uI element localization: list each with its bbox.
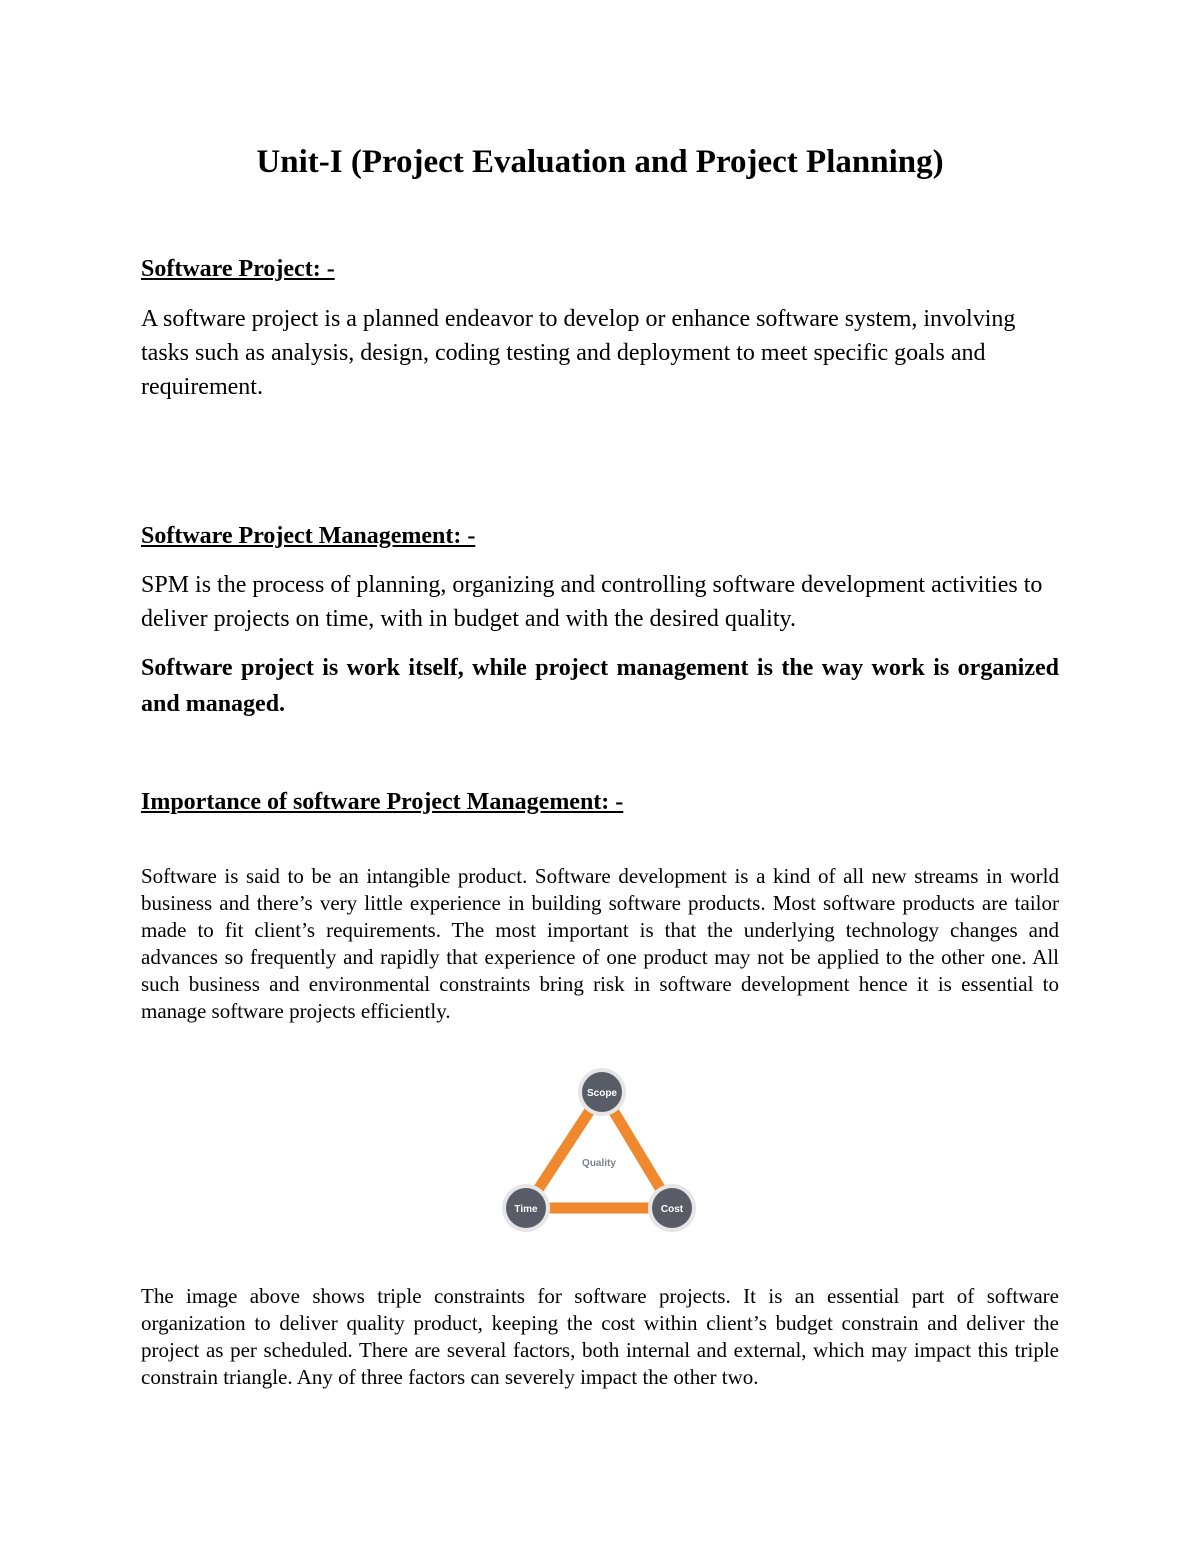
heading-importance-of-spm: Importance of software Project Management: - (141, 789, 624, 815)
spm-definition: SPM is the process of planning, organizing and controlling software development activities to deliver projects on time, with in budget and with the desired quality. (141, 572, 1043, 632)
triple-constraint-diagram (496, 1068, 706, 1240)
cost-node (648, 1184, 696, 1232)
scope-node (578, 1068, 626, 1116)
scope-node-label: Scope (586, 1088, 618, 1099)
page-title: Unit-I (Project Evaluation and Project Planning) (256, 144, 944, 180)
heading-software-project: Software Project: - (141, 256, 335, 282)
spm-emphasis: Software project is work itself, while project management is the way work is organized and managed. (141, 655, 1059, 717)
importance-paragraph: Software is said to be an intangible product. Software development is a kind of all new streams in world business and there’s very little experience in building software products. Most software products are tailor made to fit client’s requirements. The most important is that the underlying technology changes and advances so frequently and rapidly that experience of one product may not be applied to the other one. All such business and environmental constraints bring risk in software development hence it is essential to manage software projects efficiently. (141, 864, 1059, 1023)
heading-software-project-management: Software Project Management: - (141, 523, 476, 549)
triple-constraint-paragraph: The image above shows triple constraints for software projects. It is an essential part of software organization to deliver quality product, keeping the cost within client’s budget constrain and deliver the project as per scheduled. There are several factors, both internal and external, which may impact this triple constrain triangle. Any of three factors can severely impact the other two. (141, 1284, 1059, 1389)
cost-node-label: Cost (660, 1204, 684, 1215)
time-node (502, 1184, 550, 1232)
time-node-label: Time (514, 1204, 538, 1215)
quality-label: Quality (582, 1158, 616, 1169)
software-project-definition: A software project is a planned endeavor to develop or enhance software system, involving tasks such as analysis, design, coding testing and deployment to meet specific goals and requirement. (141, 306, 1016, 400)
